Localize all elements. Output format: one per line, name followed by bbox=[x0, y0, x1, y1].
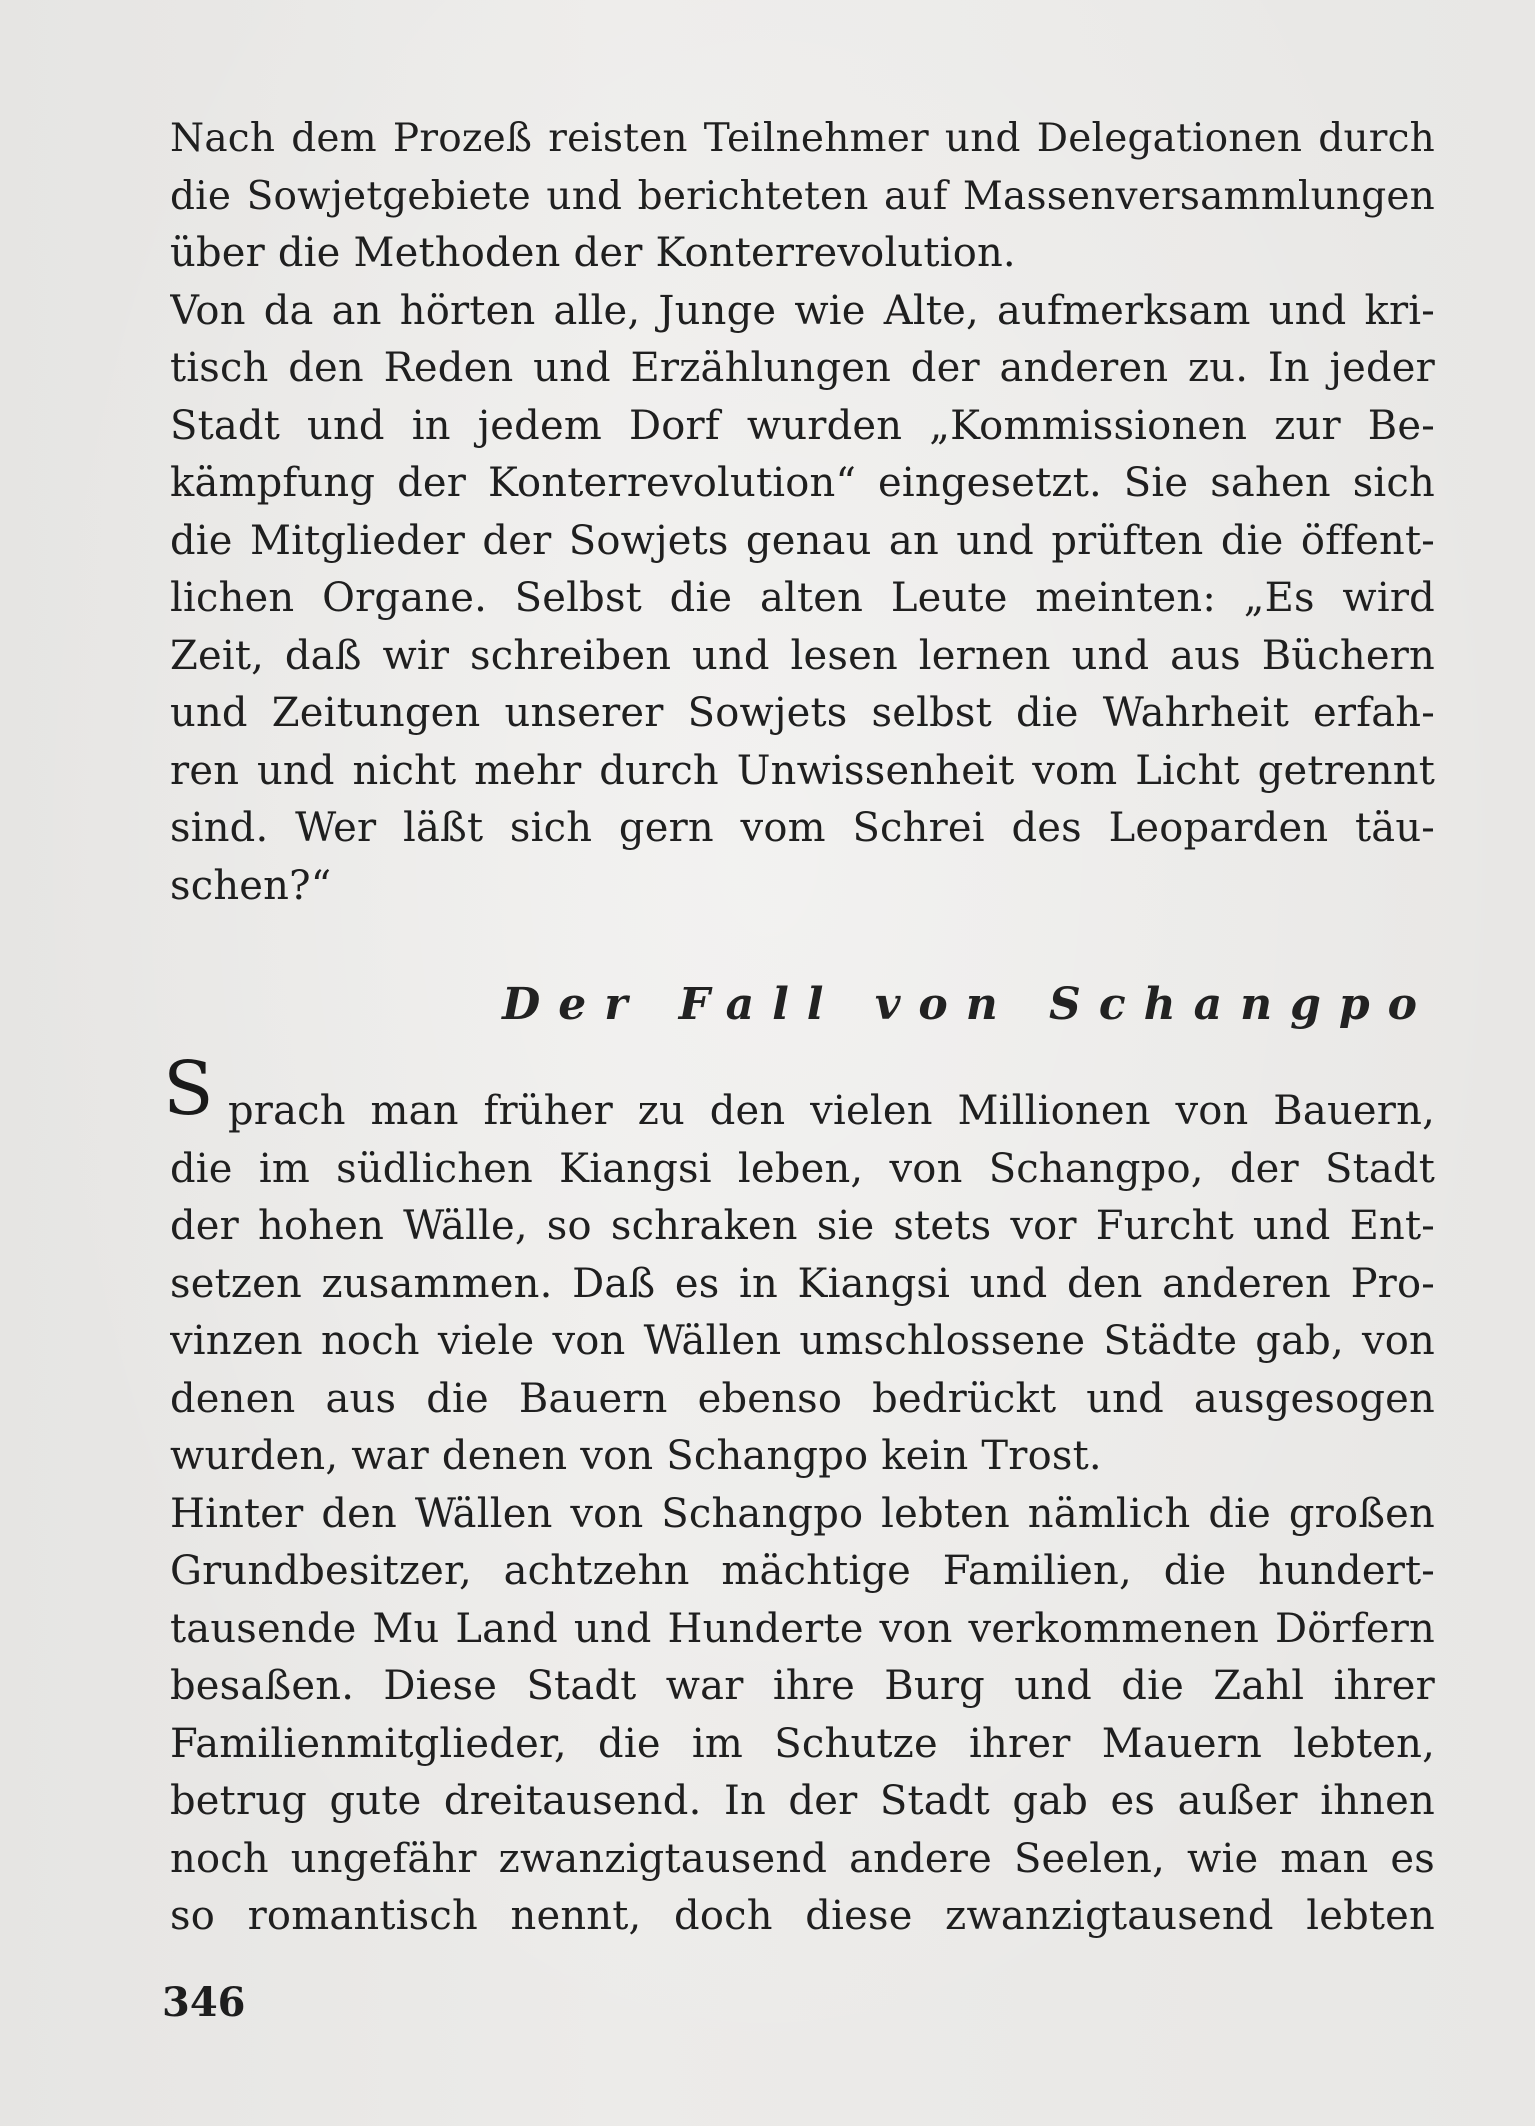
text-line: und Zeitungen unserer Sowjets selbst die Wahrheit erfah- bbox=[170, 690, 1435, 736]
text-line: wurden, war denen von Schangpo kein Trost. bbox=[170, 1433, 1102, 1479]
text-line: besaßen. Diese Stadt war ihre Burg und die Zahl ihrer bbox=[170, 1663, 1435, 1709]
text-line: tisch den Reden und Erzählungen der anderen zu. In jeder bbox=[170, 345, 1435, 391]
paragraph-delegations bbox=[170, 110, 1435, 283]
section-heading: Der Fall von Schangpo bbox=[502, 979, 1435, 1030]
text-line: Stadt und in jedem Dorf wurden „Kommissionen zur Be- bbox=[170, 402, 1435, 449]
text-line: noch ungefähr zwanzigtausend andere Seelen, wie man es bbox=[170, 1835, 1435, 1882]
text-line: Nach dem Prozeß reisten Teilnehmer und Delegationen durch bbox=[170, 116, 1435, 161]
drop-cap: S bbox=[163, 1046, 214, 1132]
text-line: schen?“ bbox=[170, 862, 332, 909]
text-line: die im südlichen Kiangsi leben, von Schangpo, der Stadt bbox=[170, 1145, 1435, 1192]
text-line: kämpfung der Konterrevolution“ eingesetzt. Sie sahen sich bbox=[170, 460, 1435, 506]
text-line: denen aus die Bauern ebenso bedrückt und ausgesogen bbox=[170, 1375, 1435, 1422]
paragraph-schangpo-fear bbox=[170, 1083, 1435, 1486]
paragraph-landowners bbox=[170, 1486, 1435, 1946]
text-line: Hinter den Wällen von Schangpo lebten nämlich die großen bbox=[170, 1490, 1435, 1537]
page-number: 346 bbox=[162, 1979, 246, 2026]
text-line: prach man früher zu den vielen Millionen von Bauern, bbox=[228, 1088, 1435, 1134]
text-line: der hohen Wälle, so schraken sie stets vor Furcht und Ent- bbox=[170, 1203, 1435, 1249]
text-line: sind. Wer läßt sich gern vom Schrei des Leoparden täu- bbox=[170, 805, 1435, 851]
paragraph-commissions bbox=[170, 283, 1435, 916]
text-line: Von da an hörten alle, Junge wie Alte, aufmerksam und kri- bbox=[170, 287, 1435, 334]
text-line: tausende Mu Land und Hunderte von verkommenen Dörfern bbox=[170, 1605, 1435, 1652]
text-block-top bbox=[170, 110, 1435, 915]
text-line: Familienmitglieder, die im Schutze ihrer Mauern lebten, bbox=[170, 1720, 1435, 1767]
text-line: vinzen noch viele von Wällen umschlossene Städte gab, von bbox=[170, 1318, 1435, 1364]
text-line: lichen Organe. Selbst die alten Leute meinten: „Es wird bbox=[170, 575, 1435, 621]
text-line: über die Methoden der Konterrevolution. bbox=[170, 230, 1016, 276]
text-block-bottom bbox=[170, 1083, 1435, 1946]
text-line: so romantisch nennt, doch diese zwanzigtausend lebten bbox=[170, 1893, 1435, 1939]
text-line: die Mitglieder der Sowjets genau an und prüften die öffent- bbox=[170, 517, 1435, 564]
text-line: die Sowjetgebiete und berichteten auf Massenversammlungen bbox=[170, 173, 1435, 219]
text-line: betrug gute dreitausend. In der Stadt gab es außer ihnen bbox=[170, 1778, 1435, 1824]
text-line: Grundbesitzer, achtzehn mächtige Familien, die hundert- bbox=[170, 1548, 1435, 1594]
text-line: setzen zusammen. Daß es in Kiangsi und den anderen Pro- bbox=[170, 1260, 1435, 1307]
text-line: Zeit, daß wir schreiben und lesen lernen und aus Büchern bbox=[170, 632, 1435, 679]
text-line: ren und nicht mehr durch Unwissenheit vom Licht getrennt bbox=[170, 747, 1435, 794]
